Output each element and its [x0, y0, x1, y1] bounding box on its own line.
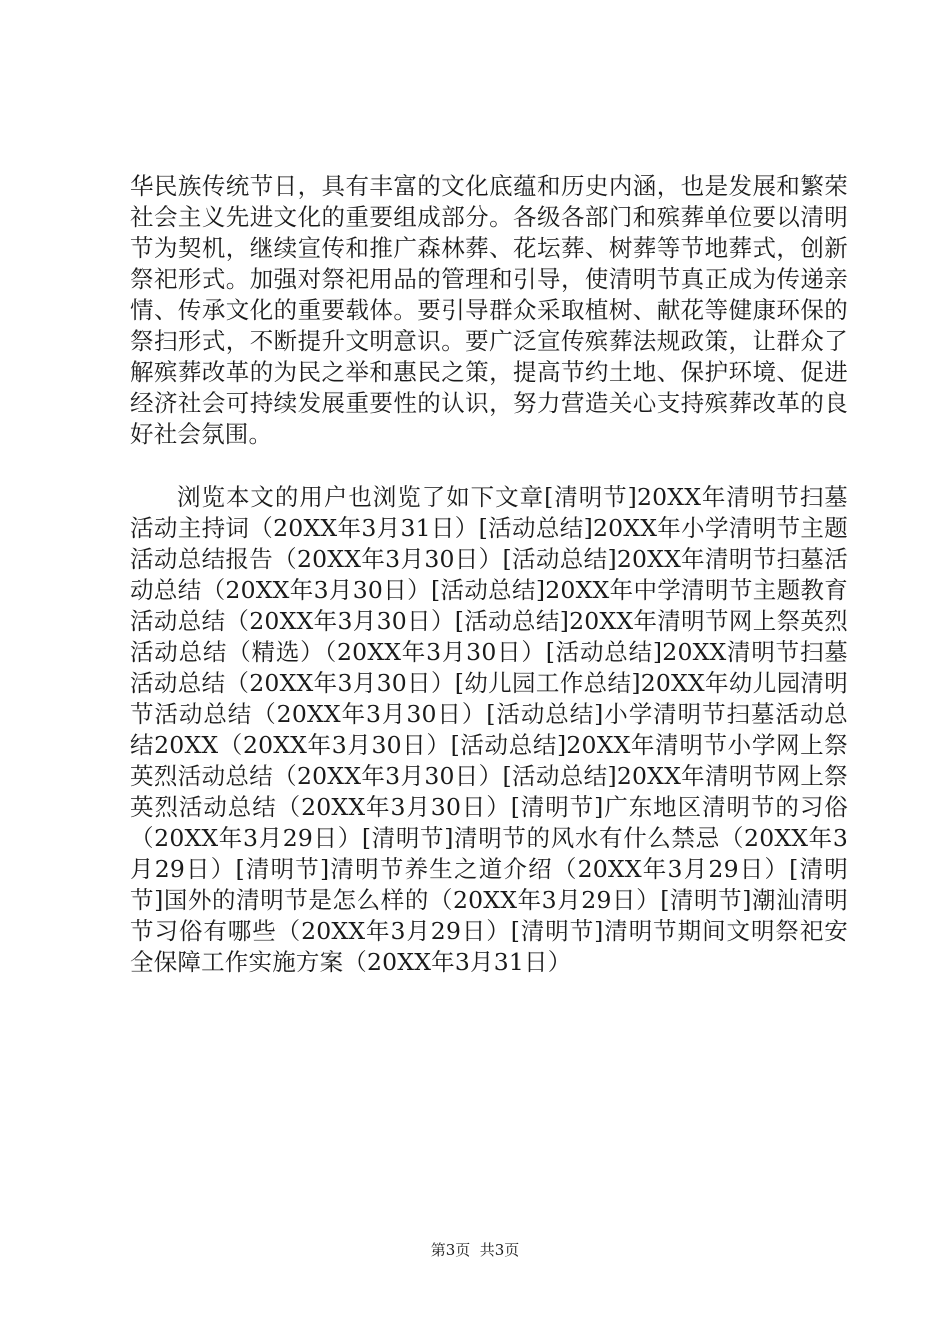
page-number-label: 第3页 共3页 [430, 1241, 520, 1259]
related-articles-paragraph: 浏览本文的用户也浏览了如下文章[清明节]20XX年清明节扫墓活动主持词（20XX年3月31日）[活动总结]20XX年小学清明节主题活动总结报告（20XX年3月30日）[活动总结]20XX年清明节扫墓活动总结（20XX年3月30日）[活动总结]20XX年中学清明节主题教育活动总结（20XX年3月30日）[活动总结]20XX年清明节网上祭英烈活动总结（精选）（20XX年3月30日）[活动总结]20XX清明节扫墓活动总结（20XX年3月30日）[幼儿园工作总结]20XX年幼儿园清明节活动总结（20XX年3月30日）[活动总结]小学清明节扫墓活动总结20XX（20XX年3月30日）[活动总结]20XX年清明节小学网上祭英烈活动总结（20XX年3月30日）[活动总结]20XX年清明节网上祭英烈活动总结（20XX年3月30日）[清明节]广东地区清明节的习俗（20XX年3月29日）[清明节]清明节的风水有什么禁忌（20XX年3月29日）[清明节]清明节养生之道介绍（20XX年3月29日）[清明节]国外的清明节是怎么样的（20XX年3月29日）[清明节]潮汕清明节习俗有哪些（20XX年3月29日）[清明节]清明节期间文明祭祀安全保障工作实施方案（20XX年3月31日） [130, 483, 848, 976]
body-paragraph-1: 华民族传统节日，具有丰富的文化底蕴和历史内涵，也是发展和繁荣社会主义先进文化的重要组成部分。各级各部门和殡葬单位要以清明节为契机，继续宣传和推广森林葬、花坛葬、树葬等节地葬式，创新祭祀形式。加强对祭祀用品的管理和引导，使清明节真正成为传递亲情、传承文化的重要载体。要引导群众采取植树、献花等健康环保的祭扫形式，不断提升文明意识。要广泛宣传殡葬法规政策，让群众了解殡葬改革的为民之举和惠民之策，提高节约土地、保护环境、促进经济社会可持续发展重要性的认识，努力营造关心支持殡葬改革的良好社会氛围。 [130, 172, 848, 448]
page-footer [0, 1240, 950, 1260]
